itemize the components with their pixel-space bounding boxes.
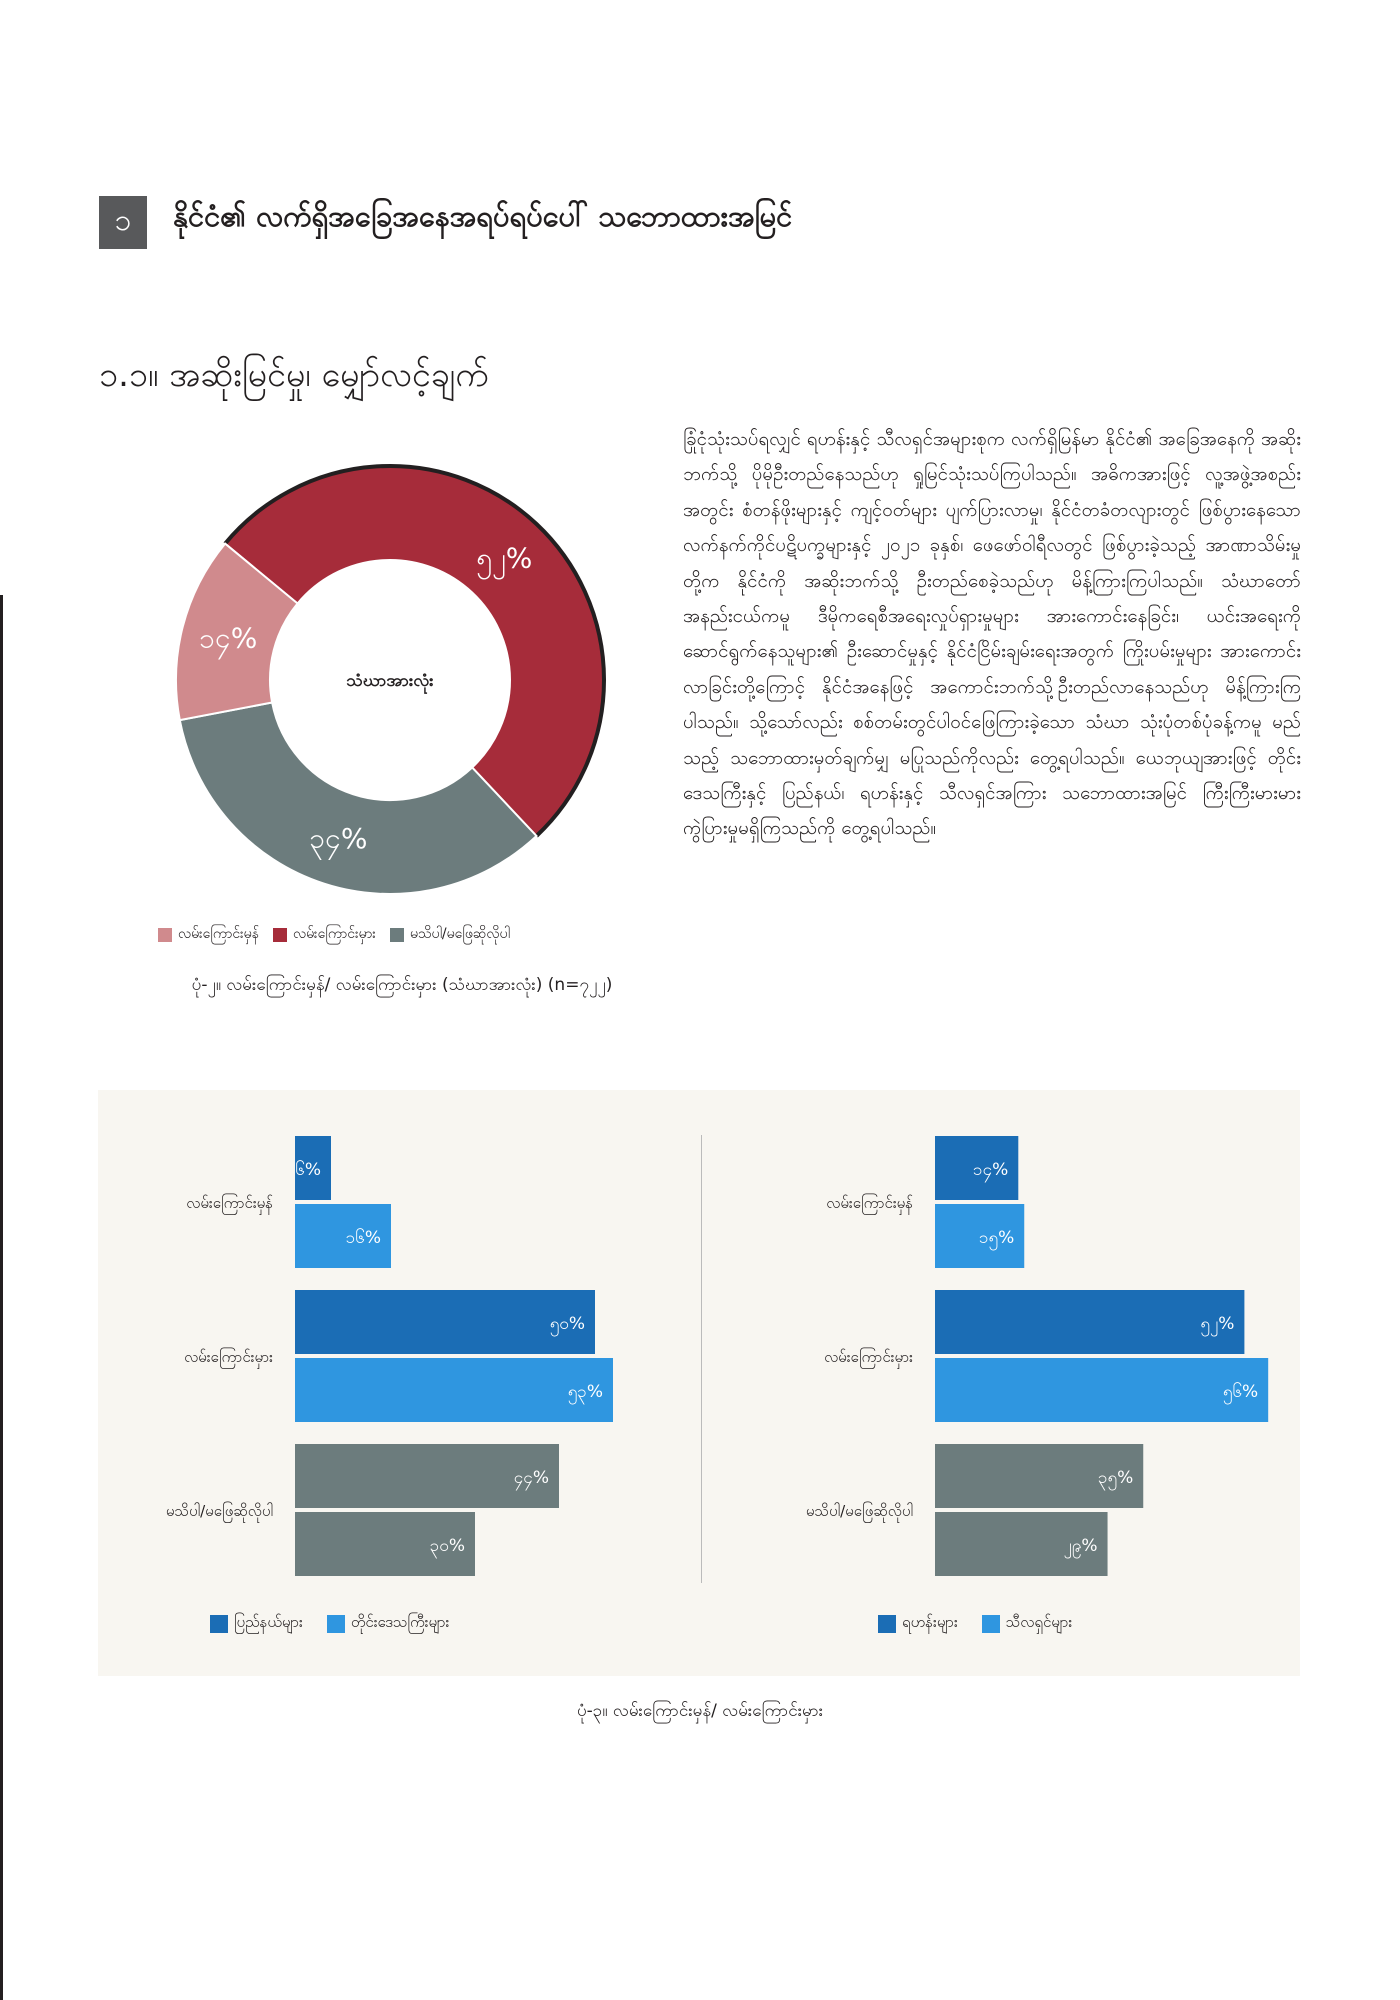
legend-label: တိုင်းဒေသကြီးများ — [350, 1613, 450, 1631]
bar-value-label: ၁၆% — [345, 1228, 381, 1248]
bar-value-label: ၃၀% — [429, 1536, 465, 1556]
legend-label: မသိပါ/မဖြေဆိုလိုပါ — [409, 926, 510, 942]
donut-slice — [180, 702, 537, 894]
bar-value-label: ၃၅% — [1097, 1468, 1134, 1488]
donut-legend — [158, 924, 678, 945]
legend-swatch — [390, 928, 404, 942]
donut-chart — [160, 450, 660, 910]
bar-legend-gender — [878, 1613, 1072, 1635]
legend-item-states — [210, 1613, 303, 1635]
chapter-number: ၁ — [114, 203, 132, 238]
donut-value-label: ၅၂% — [476, 541, 533, 575]
bar-category-label: လမ်းကြောင်းမှား — [184, 1348, 273, 1366]
body-paragraph: ခြုံငုံသုံးသပ်ရလျှင် ရဟန်းနှင့် သီလရှင်အများစုက လက်ရှိမြန်မာ နိုင်ငံ၏ အခြေအနေကို အဆိုးဘက်သို့ ပိုမိုဦးတည်နေသည်ဟု ရှုမြင်သုံးသပ်ကြပါသည်။ အဓိကအားဖြင့် လူ့အဖွဲ့အစည်းအတွင်း စံတန်ဖိုးများနှင့် ကျင့်ဝတ်များ ပျက်ပြားလာမှု၊ နိုင်ငံတခံတလျားတွင် ဖြစ်ပွားနေသော လက်နက်ကိုင်ပဋိပက္ခများနှင့် ၂၀၂၁ ခုနှစ်၊ ဖေဖော်ဝါရီလတွင် ဖြစ်ပွားခဲ့သည့် အာဏာသိမ်းမှုတို့က နိုင်ငံကို အဆိုးဘက်သို့ ဦးတည်စေခဲ့သည်ဟု မိန့်ကြားကြပါသည်။ သံဃာတော်အနည်းငယ်ကမူ ဒီမိုကရေစီအရေးလှုပ်ရှားမှုများ အားကောင်းနေခြင်း၊ ယင်းအရေးကိုဆောင်ရွက်နေသူများ၏ ဦးဆောင်မှုနှင့် နိုင်ငံငြိမ်းချမ်းရေးအတွက် ကြိုးပမ်းမှုများ အားကောင်းလာခြင်းတို့ကြောင့် နိုင်ငံအနေဖြင့် အကောင်းဘက်သို့ဦးတည်လာနေသည်ဟု မိန့်ကြားကြပါသည်။ သို့သော်လည်း စစ်တမ်းတွင်ပါဝင်ဖြေကြားခဲ့သော သံဃာ သုံးပုံတစ်ပုံခန့်ကမူ မည်သည့် သဘောထားမှတ်ချက်မျှ မပြုသည်ကိုလည်း တွေ့ရပါသည်။ ယေဘုယျအားဖြင့် တိုင်းဒေသကြီးနှင့် ပြည်နယ်၊ ရဟန်းနှင့် သီလရှင်အကြား သဘောထားအမြင် ကြီးကြီးမားမား ကွဲပြားမှုမရှိကြသည်ကို တွေ့ရပါသည်။ — [683, 429, 1301, 840]
section-title: ၁.၁။ အဆိုးမြင်မှု၊ မျှော်လင့်ချက် — [99, 355, 489, 395]
bar-legend-region — [210, 1613, 449, 1635]
left-margin-rule — [0, 595, 3, 2000]
chapter-title: နိုင်ငံ၏ လက်ရှိအခြေအနေအရပ်ရပ်ပေါ် သဘောထားအမြင် — [173, 199, 793, 233]
legend-swatch — [210, 1615, 228, 1633]
bar — [295, 1358, 613, 1422]
legend-swatch — [273, 928, 287, 942]
bar-value-label: ၅၀% — [549, 1314, 585, 1334]
bar-value-label: ၄၄% — [513, 1468, 549, 1488]
bar-value-label: ၆% — [295, 1160, 321, 1180]
bar-value-label: ၅၂% — [1200, 1314, 1235, 1334]
legend-item-wrong — [273, 924, 376, 945]
panel-divider — [701, 1135, 702, 1583]
legend-swatch — [158, 928, 172, 942]
bar-category-label: လမ်းကြောင်းမှန် — [826, 1194, 913, 1212]
figure-caption-2: ပုံ-၂။ လမ်းကြောင်းမှန်/ လမ်းကြောင်းမှား (သံဃာအားလုံး) (n=၇၂၂) — [191, 975, 613, 995]
legend-label: သီလရှင်များ — [1005, 1613, 1073, 1631]
bar-value-label: ၅၃% — [567, 1382, 603, 1402]
bar-category-label: မသိပါ/မဖြေဆိုလိုပါ — [805, 1502, 913, 1520]
bar-category-label: မသိပါ/မဖြေဆိုလိုပါ — [165, 1502, 273, 1520]
legend-item-monks — [878, 1613, 958, 1635]
figure-caption-3: ပုံ-၃။ လမ်းကြောင်းမှန်/ လမ်းကြောင်းမှား — [576, 1701, 824, 1721]
bar-chart-region — [98, 1130, 638, 1620]
legend-item-regions — [327, 1613, 450, 1635]
chapter-number-badge — [99, 196, 147, 249]
bar-value-label: ၁၄% — [973, 1160, 1009, 1180]
legend-swatch — [878, 1615, 896, 1633]
donut-value-label: ၃၄% — [309, 821, 368, 855]
bar-value-label: ၂၉% — [1063, 1536, 1098, 1556]
donut-value-label: ၁၄% — [199, 621, 258, 655]
legend-label: လမ်းကြောင်းမှန် — [178, 926, 259, 942]
legend-swatch — [982, 1615, 1000, 1633]
donut-center-label: သံဃာအားလုံး — [346, 671, 434, 691]
legend-swatch — [327, 1615, 345, 1633]
legend-label: ပြည်နယ်များ — [234, 1613, 303, 1631]
legend-item-nuns — [982, 1613, 1072, 1635]
bar-category-label: လမ်းကြောင်းမှား — [824, 1348, 913, 1366]
bar-category-label: လမ်းကြောင်းမှန် — [186, 1194, 273, 1212]
legend-item-correct — [158, 924, 259, 945]
bar-value-label: ၅၆% — [1222, 1382, 1259, 1402]
legend-label: ရဟန်းများ — [902, 1613, 958, 1631]
legend-item-dont-know — [390, 924, 510, 945]
bar-value-label: ၁၅% — [978, 1228, 1015, 1248]
bar — [935, 1290, 1244, 1354]
bar — [935, 1358, 1268, 1422]
legend-label: လမ်းကြောင်းမှား — [292, 926, 376, 942]
bar-chart-gender — [735, 1130, 1295, 1620]
